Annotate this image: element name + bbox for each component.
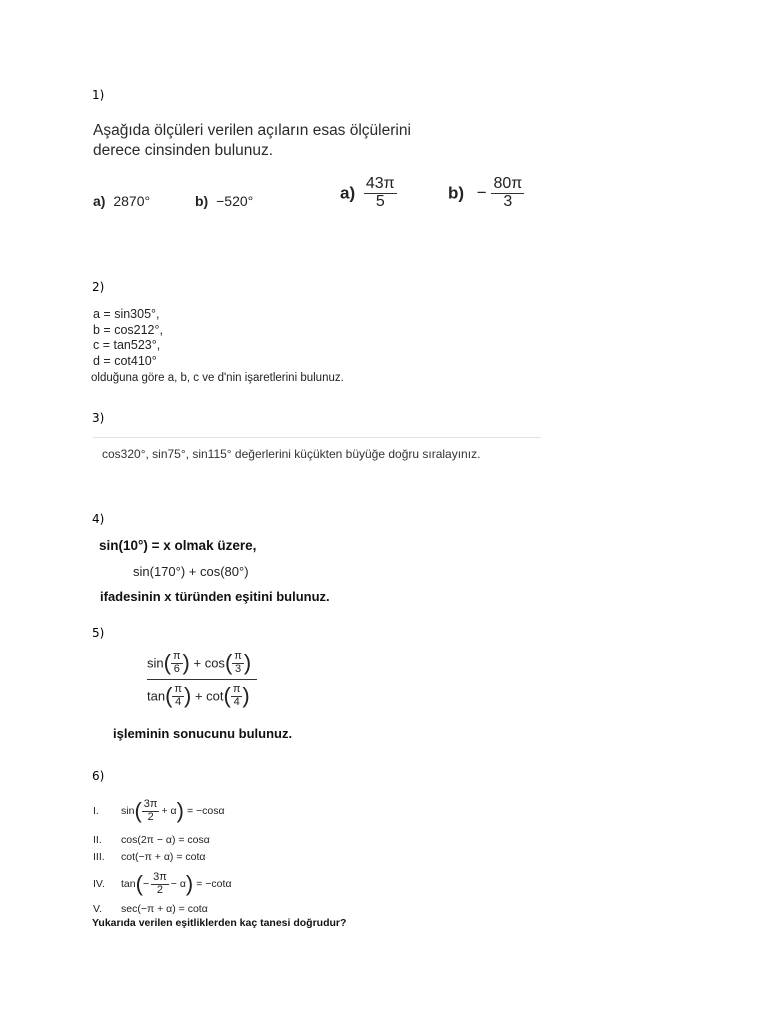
question-1-text [93, 121, 411, 161]
question-6-statements [93, 798, 232, 919]
question-3-number: 3) [92, 411, 105, 425]
question-5-denominator-row: tan( $\frac{\pi}{4}$ ) + cot( $\frac{\pi}{4}$ ) [147, 682, 250, 708]
statement-iv-label: IV. [93, 878, 105, 890]
statement-i-rhs: = −cosα [186, 805, 225, 817]
definition-b: b = cos212°, [93, 322, 163, 337]
question-3-text: cos320°, sin75°, sin115° değerlerini küçükten büyüğe doğru sıralayınız. [102, 447, 481, 461]
question-4-expression: sin(170°) + cos(80°) [133, 564, 249, 579]
option-d-numerator: 80π [493, 175, 523, 192]
statement-i-term: + α [161, 805, 177, 817]
option-d-fraction [491, 176, 524, 211]
denominator-4: 4 [175, 695, 182, 708]
question-3-divider [93, 437, 541, 438]
plus-cot-function: + cot [194, 688, 224, 704]
statement-iv-function: tan [121, 878, 136, 890]
pi-numerator: π [172, 649, 181, 662]
option-c-fraction [364, 176, 397, 211]
question-4-condition: sin(10°) = x olmak üzere, [99, 538, 257, 553]
definition-c: c = tan523°, [93, 338, 161, 352]
option-b-value: −520° [216, 193, 254, 209]
statement-iv-term: − α [170, 878, 186, 890]
option-d-sign: − [476, 183, 487, 203]
plus-cos-function: + cos [193, 655, 225, 671]
statement-iv-numerator: 3π [153, 870, 167, 883]
statement-iv: IV. tan(− $\frac{3\pi}{2}$ − α) = −cotα [93, 870, 232, 896]
option-a-label: a) [93, 193, 106, 209]
statement-ii-label: II. [93, 834, 102, 846]
statement-i-numerator: 3π [143, 797, 158, 810]
pi-numerator: π [234, 649, 242, 662]
statement-i-label: I. [93, 805, 99, 817]
option-b-label: b) [195, 193, 209, 209]
denominator-6: 6 [173, 662, 180, 675]
question-1-line2: derece cinsinden bulunuz. [93, 142, 274, 159]
option-c-numerator: 43π [365, 175, 395, 192]
question-1-option-b [195, 193, 253, 209]
question-2-instruction: olduğuna göre a, b, c ve d'nin işaretlerini bulunuz. [91, 372, 344, 384]
question-1-option-c [340, 176, 397, 211]
statement-iv-rhs: = −cotα [196, 878, 232, 890]
question-1-option-d [448, 176, 524, 211]
question-2-number: 2) [92, 280, 105, 294]
question-6-prompt: Yukarıda verilen eşitliklerden kaç tanesi doğrudur? [92, 917, 347, 929]
statement-v-text: sec(−π + α) = cotα [121, 903, 208, 915]
pi-numerator: π [232, 682, 241, 695]
question-1-option-a [93, 193, 150, 209]
statement-iv-denominator: 2 [156, 883, 163, 896]
sin-function: sin [147, 655, 164, 671]
statement-iii-label: III. [93, 851, 105, 863]
statement-ii-text: cos(2π − α) = cosα [121, 834, 210, 846]
question-1-line1: Aşağıda ölçüleri verilen açıların esas ölçülerini [93, 122, 411, 139]
statement-i-function: sin [121, 805, 135, 817]
question-4-instruction: ifadesinin x türünden eşitini bulunuz. [100, 589, 330, 604]
option-c-denominator: 5 [375, 192, 385, 210]
tan-function: tan [147, 688, 166, 704]
question-5-number: 5) [92, 626, 105, 640]
question-1-number: 1) [92, 88, 105, 102]
question-5-instruction: işleminin sonucunu bulunuz. [113, 726, 293, 741]
denominator-3: 3 [235, 662, 242, 675]
statement-iii-text: cot(−π + α) = cotα [121, 851, 206, 863]
statement-i: I. sin( $\frac{3\pi}{2}$ + α) = −cosα [93, 797, 225, 823]
statement-ii [93, 834, 232, 851]
question-5-fraction [147, 650, 257, 709]
question-6-number: 6) [92, 769, 105, 783]
definition-d: d = cot410° [93, 353, 157, 368]
statement-i-denominator: 2 [147, 810, 154, 823]
statement-iv-minus: − [142, 878, 150, 890]
option-c-label: a) [340, 183, 356, 203]
question-4-number: 4) [92, 512, 105, 526]
option-d-label: b) [448, 183, 465, 203]
question-5-numerator-row: sin( $\frac{\pi}{6}$ ) + cos( $\frac{\pi}{3}$ ) [147, 649, 252, 675]
pi-numerator: π [174, 682, 182, 695]
statement-iii [93, 851, 232, 871]
option-d-denominator: 3 [503, 192, 513, 210]
option-a-value: 2870° [113, 193, 151, 209]
denominator-4: 4 [233, 695, 240, 708]
question-2-definitions [93, 307, 163, 369]
definition-a: a = sin305°, [93, 307, 160, 321]
statement-v-label: V. [93, 903, 102, 915]
